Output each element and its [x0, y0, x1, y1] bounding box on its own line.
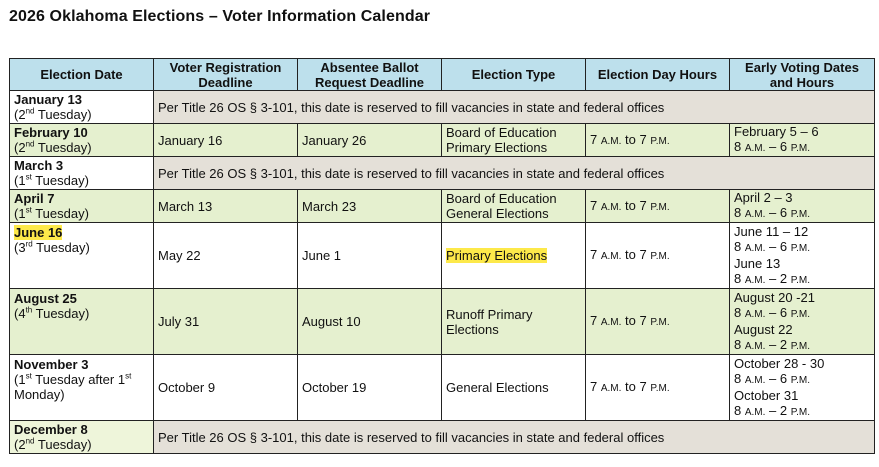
reserved-note: Per Title 26 OS § 3-101, this date is reserved to fill vacancies in state and federal offices — [154, 91, 875, 124]
election-date-cell — [10, 223, 154, 289]
election-date-cell — [10, 157, 154, 190]
header-voter-registration: Voter Registration Deadline — [154, 59, 298, 91]
election-date-cell — [10, 421, 154, 454]
election-date-sub: (2nd Tuesday) — [14, 436, 92, 452]
election-date-cell — [10, 355, 154, 421]
election-type: Board of Education General Elections — [442, 190, 586, 223]
election-type: Board of Education Primary Elections — [442, 124, 586, 157]
election-hours: 7 A.M. to 7 P.M. — [586, 124, 730, 157]
election-date: April 7 — [14, 191, 55, 206]
early-voting: February 5 – 6 8 A.M. – 6 P.M. — [730, 124, 875, 157]
absentee-deadline: October 19 — [298, 355, 442, 421]
election-date: January 13 — [14, 92, 82, 107]
table-row — [10, 289, 875, 355]
election-date: February 10 — [14, 125, 88, 140]
header-election-hours: Election Day Hours — [586, 59, 730, 91]
reserved-note: Per Title 26 OS § 3-101, this date is reserved to fill vacancies in state and federal offices — [154, 421, 875, 454]
election-calendar-table — [9, 58, 875, 454]
header-election-date: Election Date — [10, 59, 154, 91]
election-date-cell — [10, 124, 154, 157]
election-date-cell — [10, 190, 154, 223]
election-date-cell — [10, 289, 154, 355]
header-election-type: Election Type — [442, 59, 586, 91]
early-voting: April 2 – 3 8 A.M. – 6 P.M. — [730, 190, 875, 223]
election-date-sub: (1st Tuesday after 1st Monday) — [14, 371, 132, 402]
election-hours: 7 A.M. to 7 P.M. — [586, 190, 730, 223]
election-date-sub: (4th Tuesday) — [14, 305, 90, 321]
election-type: General Elections — [442, 355, 586, 421]
election-date-sub: (3rd Tuesday) — [14, 239, 90, 255]
election-date-sub: (1st Tuesday) — [14, 205, 89, 221]
absentee-deadline: January 26 — [298, 124, 442, 157]
voter-registration-deadline: July 31 — [154, 289, 298, 355]
election-type: Primary Elections — [442, 223, 586, 289]
election-hours: 7 A.M. to 7 P.M. — [586, 289, 730, 355]
table-row — [10, 91, 875, 124]
table-row — [10, 355, 875, 421]
election-hours: 7 A.M. to 7 P.M. — [586, 355, 730, 421]
table-row — [10, 124, 875, 157]
early-voting: June 11 – 12 8 A.M. – 6 P.M. June 13 8 A.M. – 2 P.M. — [730, 223, 875, 289]
table-row — [10, 223, 875, 289]
reserved-note: Per Title 26 OS § 3-101, this date is reserved to fill vacancies in state and federal offices — [154, 157, 875, 190]
table-row — [10, 421, 875, 454]
election-date: June 16 — [14, 225, 63, 240]
election-date-sub: (1st Tuesday) — [14, 172, 89, 188]
absentee-deadline: March 23 — [298, 190, 442, 223]
election-date: December 8 — [14, 422, 88, 437]
absentee-deadline: June 1 — [298, 223, 442, 289]
early-voting: August 20 -21 8 A.M. – 6 P.M. August 22 8 A.M. – 2 P.M. — [730, 289, 875, 355]
table-row — [10, 157, 875, 190]
election-date: March 3 — [14, 158, 64, 173]
voter-registration-deadline: October 9 — [154, 355, 298, 421]
header-row — [10, 59, 875, 91]
election-date: August 25 — [14, 291, 77, 306]
table-row — [10, 190, 875, 223]
voter-registration-deadline: May 22 — [154, 223, 298, 289]
early-voting: October 28 - 30 8 A.M. – 6 P.M. October 31 8 A.M. – 2 P.M. — [730, 355, 875, 421]
header-absentee-deadline: Absentee Ballot Request Deadline — [298, 59, 442, 91]
election-hours: 7 A.M. to 7 P.M. — [586, 223, 730, 289]
election-type: Runoff Primary Elections — [442, 289, 586, 355]
election-date-sub: (2nd Tuesday) — [14, 106, 92, 122]
absentee-deadline: August 10 — [298, 289, 442, 355]
election-date-sub: (2nd Tuesday) — [14, 139, 92, 155]
voter-registration-deadline: January 16 — [154, 124, 298, 157]
election-date-cell — [10, 91, 154, 124]
page-title: 2026 Oklahoma Elections – Voter Information Calendar — [9, 8, 431, 25]
header-early-voting: Early Voting Dates and Hours — [730, 59, 875, 91]
election-date: November 3 — [14, 357, 89, 372]
voter-registration-deadline: March 13 — [154, 190, 298, 223]
